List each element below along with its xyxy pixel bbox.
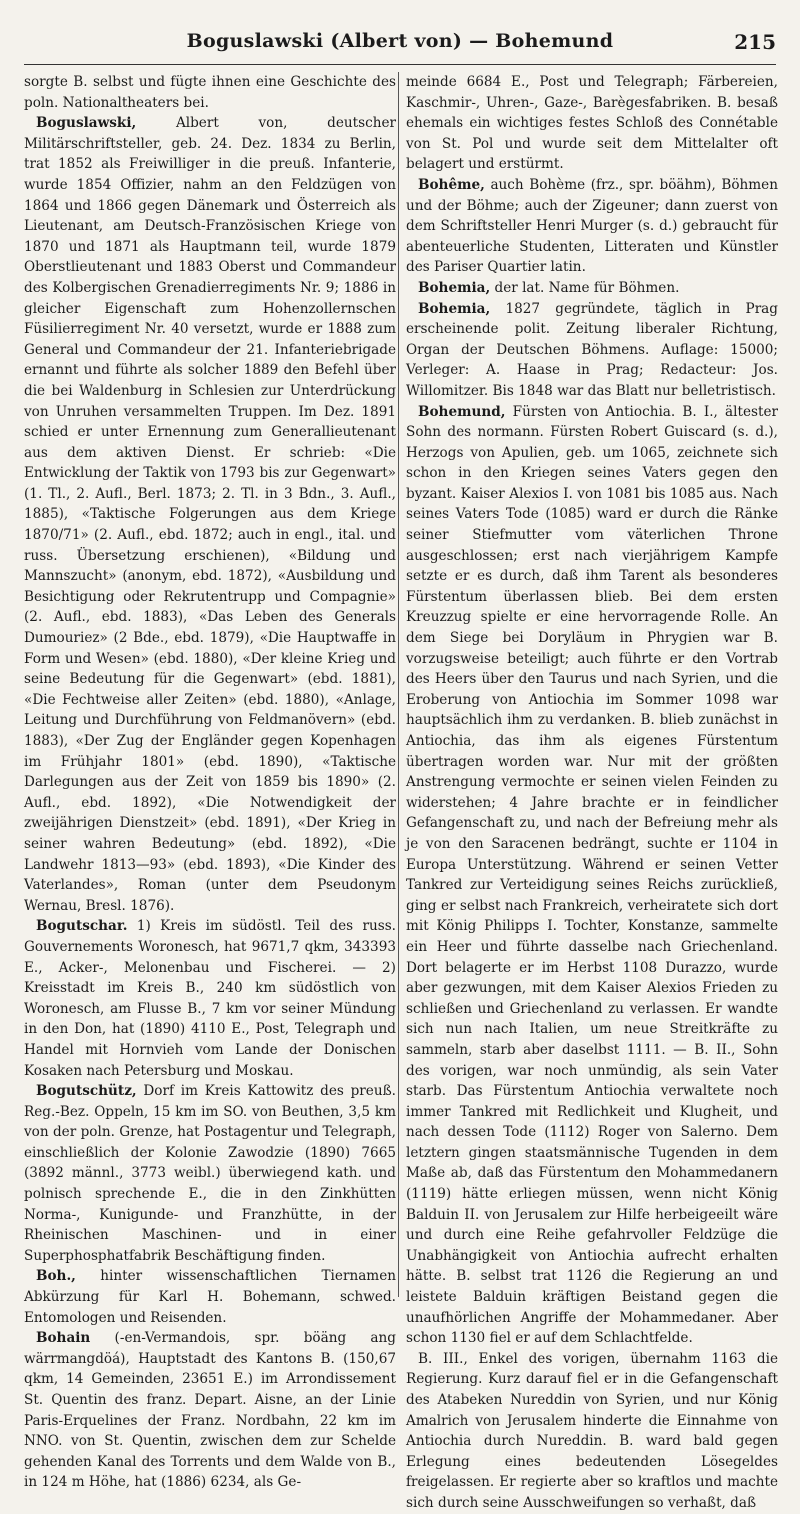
- running-title: Boguslawski (Albert von) — Bohemund: [186, 30, 614, 52]
- entry-text: 1) Kreis im südöstl. Teil des russ. Gouvernements Woronesch, hat 9671,7 qkm, 343393 E., Acker-, Melonenbau und Fischerei. — 2) Kreisstadt im Kreis B., 240 km südöstlich von Woronesch, am Flusse B., 7 km vor seiner Mündung in den Don, hat (1890) 4110 E., Post, Telegraph und Handel mit Hornvieh vom Lande der Donischen Kosaken nach Petersburg und Moskau.: [24, 918, 396, 1079]
- entry-text: 1827 gegründete, täglich in Prag erscheinende polit. Zeitung liberaler Richtung, Organ der Deutschen Böhmens. Auflage: 15000; Verleger: A. Haase in Prag; Redacteur: Jos. Willomitzer. Bis 1848 war das Blatt nur belletristisch.: [406, 300, 778, 399]
- page-header: [24, 30, 776, 65]
- entry-bohemia-newspaper: [406, 299, 778, 402]
- entry-text: der lat. Name für Böhmen.: [490, 279, 680, 296]
- headword: Bohemia,: [418, 300, 491, 317]
- headword: Bohemia,: [418, 279, 491, 296]
- entry-text: B. III., Enkel des vorigen, übernahm 1163 die Regierung. Kurz darauf fiel er in die Gefangenschaft des Atabeken Nureddin von Syrien, und nur König Amalrich von Jerusalem hinderte die Einnahme von Antiochia durch Nureddin. B. ward bald gegen Erlegung eines bedeutenden Lösegeldes freigelassen. Er regierte aber so kraftlos und machte sich durch seine Ausschweifungen so verhaßt, daß: [406, 1350, 778, 1511]
- entry-text: (-en-Vermandois, spr. böäng ang wärrmangdöá), Hauptstadt des Kantons B. (150,67 qkm, 14 Gemeinden, 23651 E.) im Arrondissement St. Quentin des franz. Depart. Aisne, an der Linie Paris-Erquelines der Franz. Nordbahn, 22 km im NNO. von St. Quentin, zwischen dem zur Schelde gehenden Kanal des Torrents und dem Walde von B., in 124 m Höhe, hat (1886) 6234, als Ge-: [24, 1330, 396, 1491]
- headword: Bohemund,: [418, 403, 506, 420]
- entry-text: Dorf im Kreis Kattowitz des preuß. Reg.-Bez. Oppeln, 15 km im SO. von Beuthen, 3,5 km von der poln. Grenze, hat Postagentur und Telegraph, einschließlich der Kolonie Zawodzie (1890) 7665 (3892 männl., 3773 weibl.) überwiegend kath. und polnisch sprechende E., die in den Zinkhütten Norma-, Kunigunde- und Franzhütte, in der Rheinischen Maschinen- und in einer Superphosphatfabrik Beschäftigung finden.: [24, 1083, 396, 1264]
- entry-continuation: sorgte B. selbst und fügte ihnen eine Geschichte des poln. Nationaltheaters bei.: [24, 74, 396, 111]
- headword: Bohain: [36, 1330, 91, 1347]
- entry-boguslawski: [24, 113, 396, 916]
- entry-continuation: meinde 6684 E., Post und Telegraph; Färbereien, Kaschmir-, Uhren-, Gaze-, Barègesfabriken. B. besaß ehemals ein wichtiges festes Schloß des Connétable von St. Pol und wurde seit dem Mittelalter oft belagert und erstürmt.: [406, 74, 778, 173]
- entry-text: Fürsten von Antiochia. B. I., ältester Sohn des normann. Fürsten Robert Guiscard (s. d.), Herzogs von Apulien, geb. um 1065, zeichnete sich schon in den Kriegen seines Vaters gegen den byzant. Kaiser Alexios I. von 1081 bis 1085 aus. Nach seines Vaters Tode (1085) ward er durch die Ränke seiner Stiefmutter vom väterlichen Throne ausgeschlossen; erst nach vierjährigem Kampfe setzte er es durch, daß ihm Tarent als besonderes Fürstentum überlassen blieb. Bei dem ersten Kreuzzug spielte er eine hervorragende Rolle. An dem Siege bei Doryläum in Phrygien war B. vorzugsweise beteiligt; auch führte er den Vortrab des Heers über den Taurus und nach Syrien, und die Eroberung von Antiochia im Sommer 1098 war hauptsächlich ihm zu verdanken. B. blieb zunächst in Antiochia, das ihm als eigenes Fürstentum übertragen worden war. Nur mit der größten Anstrengung vermochte er seinen vielen Feinden zu widerstehen; 4 Jahre brachte er in feindlicher Gefangenschaft zu, und nach der Befreiung mehr als je von den Saracenen bedrängt, suchte er 1104 in Europa Unterstützung. Während er seinen Vetter Tankred zur Verteidigung seines Reichs zurückließ, ging er selbst nach Frankreich, verheiratete sich dort mit König Philipps I. Tochter, Konstanze, sammelte ein Heer und führte dasselbe nach Griechenland. Dort belagerte er im Herbst 1108 Durazzo, wurde aber gezwungen, mit dem Kaiser Alexios Frieden zu schließen und Griechenland zu verlassen. Er wandte sich nun nach Italien, um neue Streitkräfte zu sammeln, starb aber daselbst 1111. — B. II., Sohn des vorigen, war noch unmündig, als sein Vater starb. Das Fürstentum Antiochia verwaltete noch immer Tankred mit Redlichkeit und Klugheit, und nach dessen Tode (1112) Roger von Salerno. Dem letztern gingen staatsmännische Tugenden in dem Maße ab, daß das Fürstentum den Mohammedanern (1119) hätte erliegen müssen, wenn nicht König Balduin II. von Jerusalem zur Hilfe herbeigeeilt wäre und durch eine Reihe gefahrvoller Feldzüge die Unabhängigkeit von Antiochia aufrecht erhalten hätte. B. selbst trat 1126 die Regierung an und leistete Balduin kräftigen Beistand gegen die unaufhörlichen Angriffe der Mohammedaner. Aber schon 1130 fiel er auf dem Schlachtfelde.: [406, 403, 778, 1347]
- headword: Boguslawski,: [36, 115, 137, 132]
- entry-boheme: [406, 175, 778, 278]
- headword: Bogutschütz,: [36, 1083, 137, 1100]
- page-number: 215: [734, 30, 776, 54]
- headword: Boh.,: [36, 1268, 76, 1285]
- headword: Bogutschar.: [36, 918, 128, 935]
- entry-bohemia-name: [406, 278, 778, 299]
- entry-bohain: [24, 1328, 396, 1493]
- entry-bogutschuetz: [24, 1081, 396, 1266]
- entry-text: hinter wissenschaftlichen Tiernamen Abkürzung für Karl H. Bohemann, schwed. Entomologen und Reisenden.: [24, 1268, 396, 1326]
- entry-bohemund: [406, 402, 778, 1349]
- left-column: [24, 72, 396, 1491]
- entry-bogutschar: [24, 916, 396, 1081]
- right-column: [406, 72, 778, 1511]
- headword: Bohême,: [418, 176, 485, 193]
- entry-boh: [24, 1266, 396, 1328]
- entry-bohemund-iii: [406, 1349, 778, 1514]
- entry-text: Albert von, deutscher Militärschriftsteller, geb. 24. Dez. 1834 zu Berlin, trat 1852 als Freiwilliger in die preuß. Infanterie, wurde 1854 Offizier, nahm an den Feldzügen von 1864 und 1866 gegen Dänemark und Österreich als Lieutenant, am Deutsch-Französischen Kriege von 1870 und 1871 als Hauptmann teil, wurde 1879 Oberstlieutenant und 1883 Oberst und Commandeur des Kolbergischen Grenadierregiments Nr. 9; 1886 in gleicher Eigenschaft zum Hohenzollernschen Füsilierregiment Nr. 40 versetzt, wurde er 1888 zum General und Commandeur der 21. Infanteriebrigade ernannt und führte als solcher 1889 den Befehl über die bei Waldenburg in Schlesien zur Unterdrückung von Unruhen versammelten Truppen. Im Dez. 1891 schied er unter Ernennung zum Generallieutenant aus dem aktiven Dienst. Er schrieb: «Die Entwicklung der Taktik von 1793 bis zur Gegenwart» (1. Tl., 2. Aufl., Berl. 1873; 2. Tl. in 3 Bdn., 3. Aufl., 1885), «Taktische Folgerungen aus dem Kriege 1870/71» (2. Aufl., ebd. 1872; auch in engl., ital. und russ. Übersetzung erschienen), «Bildung und Mannszucht» (anonym, ebd. 1872), «Ausbildung und Besichtigung oder Rekrutentrupp und Compagnie» (2. Aufl., ebd. 1883), «Das Leben des Generals Dumouriez» (2 Bde., ebd. 1879), «Die Hauptwaffe in Form und Wesen» (ebd. 1880), «Der kleine Krieg und seine Bedeutung für die Gegenwart» (ebd. 1881), «Die Fechtweise aller Zeiten» (ebd. 1880), «Anlage, Leitung und Durchführung von Feldmanövern» (ebd. 1883), «Der Zug der Engländer gegen Kopenhagen im Frühjahr 1801» (ebd. 1890), «Taktische Darlegungen aus der Zeit von 1859 bis 1890» (2. Aufl., ebd. 1892), «Die Notwendigkeit der zweijährigen Dienstzeit» (ebd. 1891), «Der Krieg in seiner wahren Bedeutung» (ebd. 1892), «Die Landwehr 1813—93» (ebd. 1893), «Die Kinder des Vaterlandes», Roman (unter dem Pseudonym Wernau, Bresl. 1876).: [24, 115, 396, 914]
- column-divider: [398, 72, 399, 1297]
- entry-text: auch Bohème (frz., spr. böähm), Böhmen und der Böhme; auch der Zigeuner; dann zuerst von dem Schriftsteller Henri Murger (s. d.) gebraucht für abenteuerliche Studenten, Litteraten und Künstler des Pariser Quartier latin.: [406, 176, 778, 276]
